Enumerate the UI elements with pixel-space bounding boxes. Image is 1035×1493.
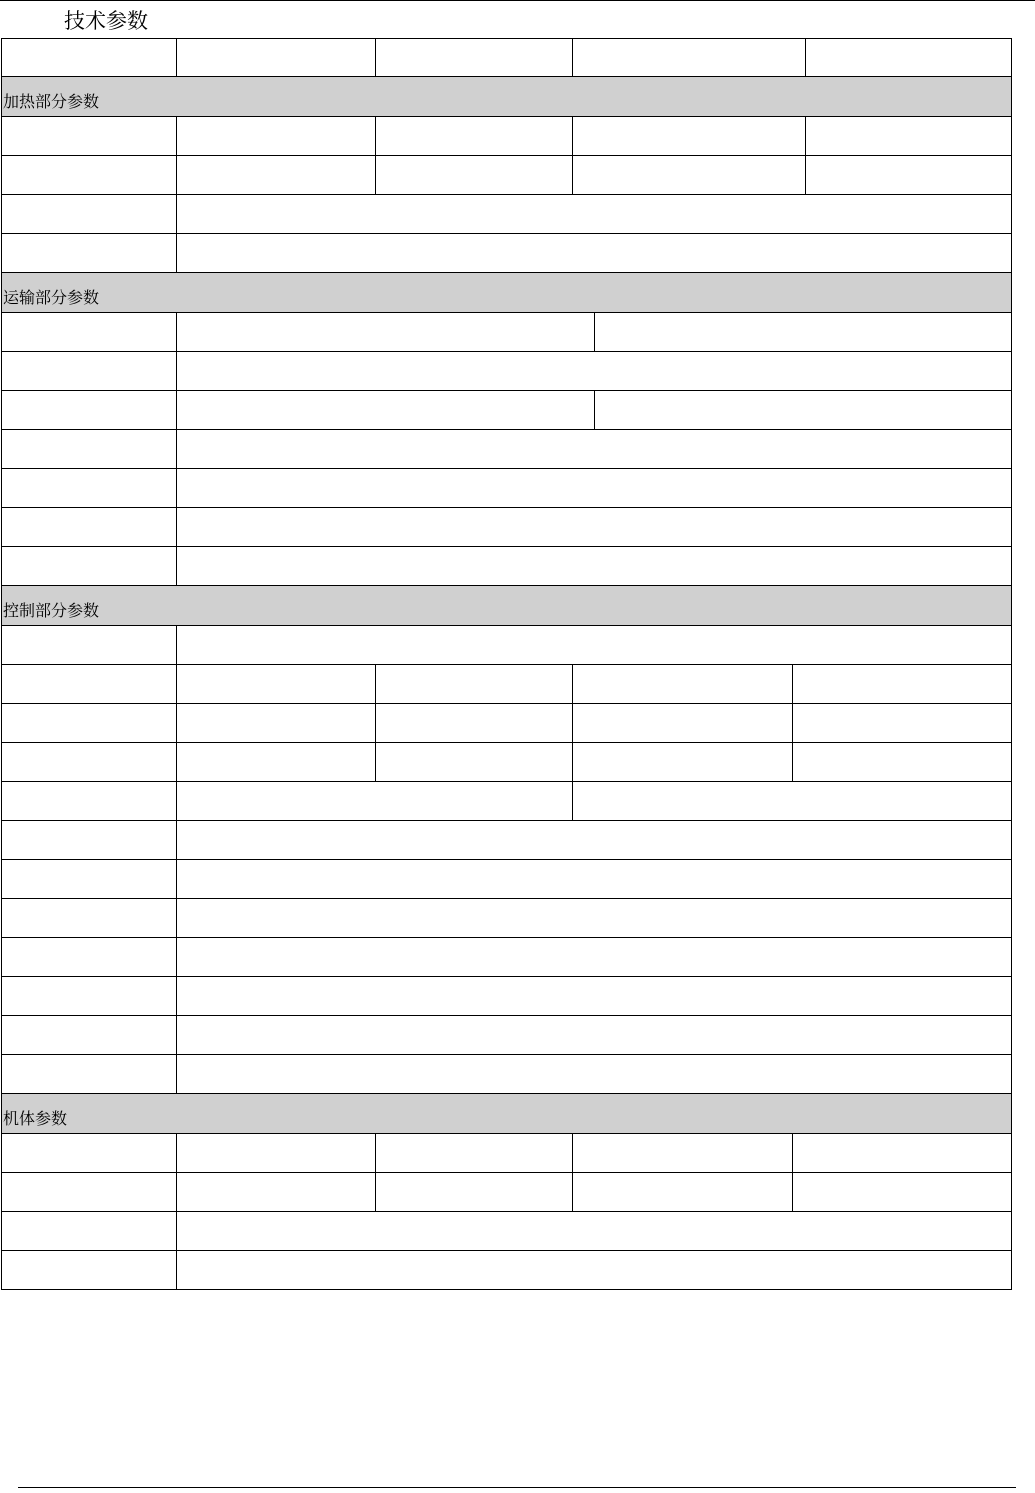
parameter-value-cell (375, 1173, 573, 1211)
parameter-value-cell (572, 1173, 793, 1211)
table-row (1, 821, 1012, 860)
parameter-value-cell (375, 665, 573, 703)
table-row (1, 1016, 1012, 1055)
section-header-row (1, 1094, 1012, 1134)
parameter-value-cell (375, 1134, 573, 1172)
parameter-value-cell (375, 117, 573, 155)
section-label: 控制部分参数 (3, 601, 100, 620)
parameter-value-cell (375, 156, 573, 194)
parameter-value-cell (572, 156, 806, 194)
parameter-value-cell (176, 704, 376, 742)
parameter-value-cell (375, 39, 573, 76)
section-header-row (1, 77, 1012, 117)
section-label: 加热部分参数 (3, 92, 100, 111)
parameter-value-cell (792, 1134, 1011, 1172)
table-row (1, 1251, 1012, 1290)
parameter-value-cell (176, 1173, 376, 1211)
section-label: 机体参数 (3, 1109, 68, 1128)
parameter-value-cell (176, 430, 1011, 468)
parameter-name-cell (2, 430, 177, 468)
parameter-value-cell (572, 117, 806, 155)
table-row (1, 508, 1012, 547)
bottom-rule (18, 1487, 1016, 1488)
table-row (1, 234, 1012, 273)
parameter-name-cell (2, 313, 177, 351)
table-row (1, 117, 1012, 156)
parameter-value-cell (176, 156, 376, 194)
parameter-value-cell (176, 977, 1011, 1015)
parameter-name-cell (2, 1134, 177, 1172)
table-row (1, 156, 1012, 195)
table-row (1, 899, 1012, 938)
parameter-table (1, 38, 1012, 1290)
parameter-name-cell (2, 860, 177, 898)
parameter-value-cell (176, 743, 376, 781)
parameter-name-cell (2, 391, 177, 429)
parameter-value-cell (594, 391, 1011, 429)
table-row (1, 469, 1012, 508)
parameter-name-cell (2, 1173, 177, 1211)
table-row (1, 860, 1012, 899)
parameter-value-cell (176, 352, 1011, 390)
parameter-value-cell (572, 704, 793, 742)
parameter-name-cell (2, 195, 177, 233)
table-row (1, 352, 1012, 391)
table-row (1, 782, 1012, 821)
parameter-name-cell (2, 665, 177, 703)
parameter-name-cell (2, 234, 177, 272)
parameter-value-cell (572, 743, 793, 781)
parameter-value-cell (176, 899, 1011, 937)
parameter-name-cell (2, 938, 177, 976)
parameter-name-cell (2, 1055, 177, 1093)
parameter-value-cell (572, 782, 1011, 820)
section-label: 运输部分参数 (3, 288, 100, 307)
parameter-value-cell (176, 508, 1011, 546)
parameter-value-cell (792, 665, 1011, 703)
table-row (1, 1134, 1012, 1173)
parameter-value-cell (805, 117, 1011, 155)
parameter-value-cell (805, 39, 1011, 76)
parameter-value-cell (176, 547, 1011, 585)
table-row (1, 743, 1012, 782)
parameter-name-cell (2, 117, 177, 155)
table-row (1, 626, 1012, 665)
table-row (1, 977, 1012, 1016)
parameter-value-cell (176, 391, 595, 429)
table-row (1, 547, 1012, 586)
parameter-name-cell (2, 547, 177, 585)
section-header-row (1, 586, 1012, 626)
parameter-name-cell (2, 156, 177, 194)
parameter-value-cell (176, 860, 1011, 898)
parameter-name-cell (2, 899, 177, 937)
parameter-value-cell (176, 665, 376, 703)
parameter-name-cell (2, 39, 177, 76)
parameter-value-cell (176, 1016, 1011, 1054)
parameter-value-cell (176, 1055, 1011, 1093)
parameter-name-cell (2, 1212, 177, 1250)
parameter-value-cell (176, 626, 1011, 664)
parameter-value-cell (792, 743, 1011, 781)
parameter-name-cell (2, 626, 177, 664)
table-row (1, 938, 1012, 977)
parameter-value-cell (176, 821, 1011, 859)
parameter-name-cell (2, 352, 177, 390)
parameter-name-cell (2, 508, 177, 546)
parameter-name-cell (2, 743, 177, 781)
parameter-value-cell (176, 195, 1011, 233)
table-row (1, 665, 1012, 704)
parameter-value-cell (176, 313, 595, 351)
parameter-value-cell (594, 313, 1011, 351)
parameter-name-cell (2, 704, 177, 742)
parameter-name-cell (2, 1016, 177, 1054)
parameter-value-cell (375, 704, 573, 742)
parameter-value-cell (572, 1134, 793, 1172)
table-row (1, 313, 1012, 352)
parameter-value-cell (176, 782, 573, 820)
parameter-value-cell (176, 938, 1011, 976)
table-row (1, 1212, 1012, 1251)
parameter-value-cell (176, 1251, 1011, 1289)
parameter-value-cell (572, 665, 793, 703)
parameter-value-cell (805, 156, 1011, 194)
table-row (1, 1055, 1012, 1094)
parameter-value-cell (375, 743, 573, 781)
parameter-name-cell (2, 821, 177, 859)
table-row (1, 195, 1012, 234)
parameter-name-cell (2, 1251, 177, 1289)
parameter-value-cell (176, 117, 376, 155)
table-row (1, 430, 1012, 469)
parameter-value-cell (792, 704, 1011, 742)
parameter-value-cell (176, 234, 1011, 272)
parameter-value-cell (176, 469, 1011, 507)
parameter-value-cell (792, 1173, 1011, 1211)
parameter-value-cell (176, 1134, 376, 1172)
parameter-name-cell (2, 469, 177, 507)
table-row (1, 1173, 1012, 1212)
parameter-value-cell (176, 1212, 1011, 1250)
parameter-name-cell (2, 977, 177, 1015)
table-row (1, 704, 1012, 743)
top-rule (0, 0, 1035, 1)
parameter-value-cell (176, 39, 376, 76)
parameter-name-cell (2, 782, 177, 820)
table-row (1, 38, 1012, 77)
page-title: 技术参数 (64, 9, 148, 33)
section-header-row (1, 273, 1012, 313)
table-row (1, 391, 1012, 430)
parameter-value-cell (572, 39, 806, 76)
